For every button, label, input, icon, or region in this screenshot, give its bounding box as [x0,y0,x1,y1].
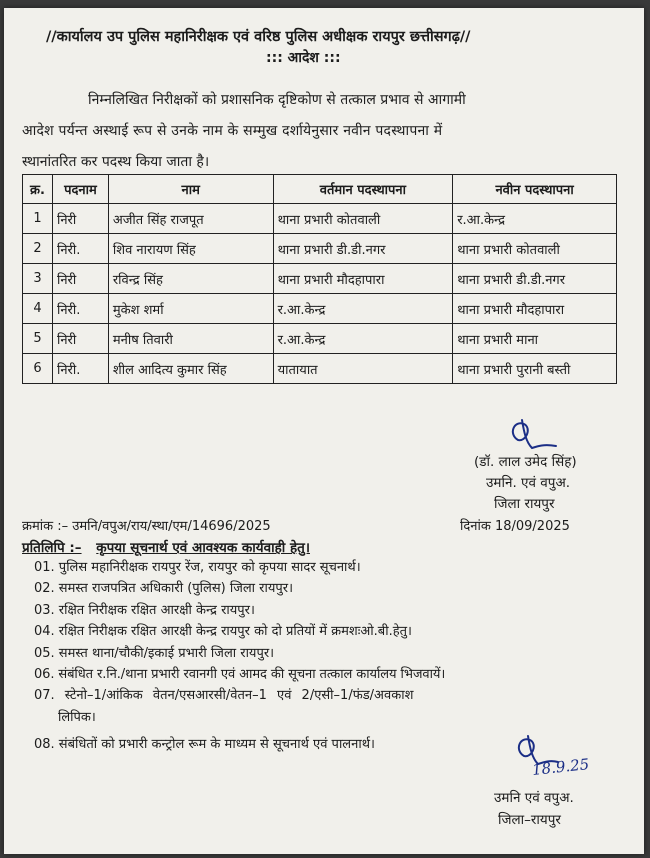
table-row [23,354,617,384]
header-current-posting: वर्तमान पदस्थापना [273,175,453,204]
signature-mark [504,416,564,456]
cell-designation: निरी [52,324,108,354]
cell-name: शिव नारायण सिंह [108,234,273,264]
copy-list [34,557,445,756]
cell-name: मुकेश शर्मा [108,294,273,324]
cell-new-posting: र.आ.केन्द्र [453,204,617,234]
cell-new-posting: थाना प्रभारी माना [453,324,617,354]
reference-date: दिनांक 18/09/2025 [460,519,570,534]
cell-new-posting: थाना प्रभारी मौदहापारा [453,294,617,324]
copy-purpose: कृपया सूचनार्थ एवं आवश्यक कार्यवाही हेतु। [96,540,310,556]
list-item: 04. रक्षित निरीक्षक रक्षित आरक्षी केन्द्र रायपुर को दो प्रतियों में क्रमशःओ.बी.हेतु। [34,624,412,640]
list-item: 01. पुलिस महानिरीक्षक रायपुर रेंज, रायपुर को कृपया सादर सूचनार्थ। [34,560,361,575]
cell-designation: निरी. [52,354,108,384]
cell-serial: 6 [23,354,53,384]
list-item: 07. स्टेनो–1/आंकिक वेतन/एसआरसी/वेतन–1 एवं 2/एसी–1/फंड/अवकाश [34,688,414,704]
list-item: 08. संबंधितों को प्रभारी कन्ट्रोल रूम के माध्यम से सूचनार्थ एवं पालनार्थ। [34,737,375,753]
table-row [23,204,617,234]
cell-serial: 2 [23,234,53,264]
header-new-posting: नवीन पदस्थापना [453,175,617,204]
cell-designation: निरी [52,264,108,294]
header-serial: क्र. [23,175,53,204]
cell-current-posting: र.आ.केन्द्र [273,324,453,354]
list-item: 06. संबंधित र.नि./थाना प्रभारी रवानगी एवं आमद की सूचना तत्काल कार्यालय भिजवायें। [34,667,446,683]
cell-current-posting: र.आ.केन्द्र [273,294,453,324]
cell-current-posting: यातायात [273,354,453,384]
transfer-table [22,174,617,384]
header-designation: पदनाम [52,175,108,204]
copy-heading [22,538,310,556]
cell-serial: 4 [23,294,53,324]
table-header-row [23,175,617,204]
cell-designation: निरी. [52,234,108,264]
cell-new-posting: थाना प्रभारी कोतवाली [453,234,617,264]
office-header: //कार्यालय उप पुलिस महानिरीक्षक एवं वरिष्ठ पुलिस अधीक्षक रायपुर छत्तीसगढ़// [46,29,471,45]
cell-name: शील आदित्य कुमार सिंह [108,354,273,384]
signatory-designation: उमनि. एवं वपुअ. [486,475,571,491]
list-item: लिपिक। [58,709,96,725]
cell-serial: 3 [23,264,53,294]
signatory-district: जिला रायपुर [494,496,555,512]
reference-number: क्रमांक :– उमनि/वपुअ/राय/स्था/एम/14696/2025 [22,519,271,534]
list-item: 05. समस्त थाना/चौकी/इकाई प्रभारी जिला रायपुर। [34,645,275,661]
cell-designation: निरी [52,204,108,234]
signatory-name: (डॉ. लाल उमेद सिंह) [474,454,577,470]
intro-line-1: निम्नलिखित निरीक्षकों को प्रशासनिक दृष्टिकोण से तत्काल प्रभाव से आगामी [88,92,466,108]
order-title: ::: आदेश ::: [266,50,341,66]
footer-sign-date: 18.9.25 [531,755,591,779]
order-document [4,8,644,854]
intro-line-3: स्थानांतरित कर पदस्थ किया जाता है। [22,154,210,170]
table-row [23,264,617,294]
cell-current-posting: थाना प्रभारी मौदहापारा [273,264,453,294]
header-name: नाम [108,175,273,204]
intro-line-2: आदेश पर्यन्त अस्थाई रूप से उनके नाम के सम्मुख दर्शायेनुसार नवीन पदस्थापना में [22,123,443,139]
table-row [23,324,617,354]
cell-current-posting: थाना प्रभारी कोतवाली [273,204,453,234]
cell-new-posting: थाना प्रभारी डी.डी.नगर [453,264,617,294]
cell-current-posting: थाना प्रभारी डी.डी.नगर [273,234,453,264]
table-row [23,294,617,324]
cell-new-posting: थाना प्रभारी पुरानी बस्ती [453,354,617,384]
cell-name: रविन्द्र सिंह [108,264,273,294]
list-item: 02. समस्त राजपत्रित अधिकारी (पुलिस) जिला रायपुर। [34,581,294,597]
table-row [23,234,617,264]
cell-serial: 1 [23,204,53,234]
cell-name: मनीष तिवारी [108,324,273,354]
cell-name: अजीत सिंह राजपूत [108,204,273,234]
cell-serial: 5 [23,324,53,354]
cell-designation: निरी. [52,294,108,324]
footer-designation: उमनि एवं वपुअ. [494,790,574,806]
list-item: 03. रक्षित निरीक्षक रक्षित आरक्षी केन्द्र रायपुर। [34,602,255,618]
copy-label: प्रतिलिपि :– [22,540,82,556]
footer-district: जिला–रायपुर [498,812,561,828]
